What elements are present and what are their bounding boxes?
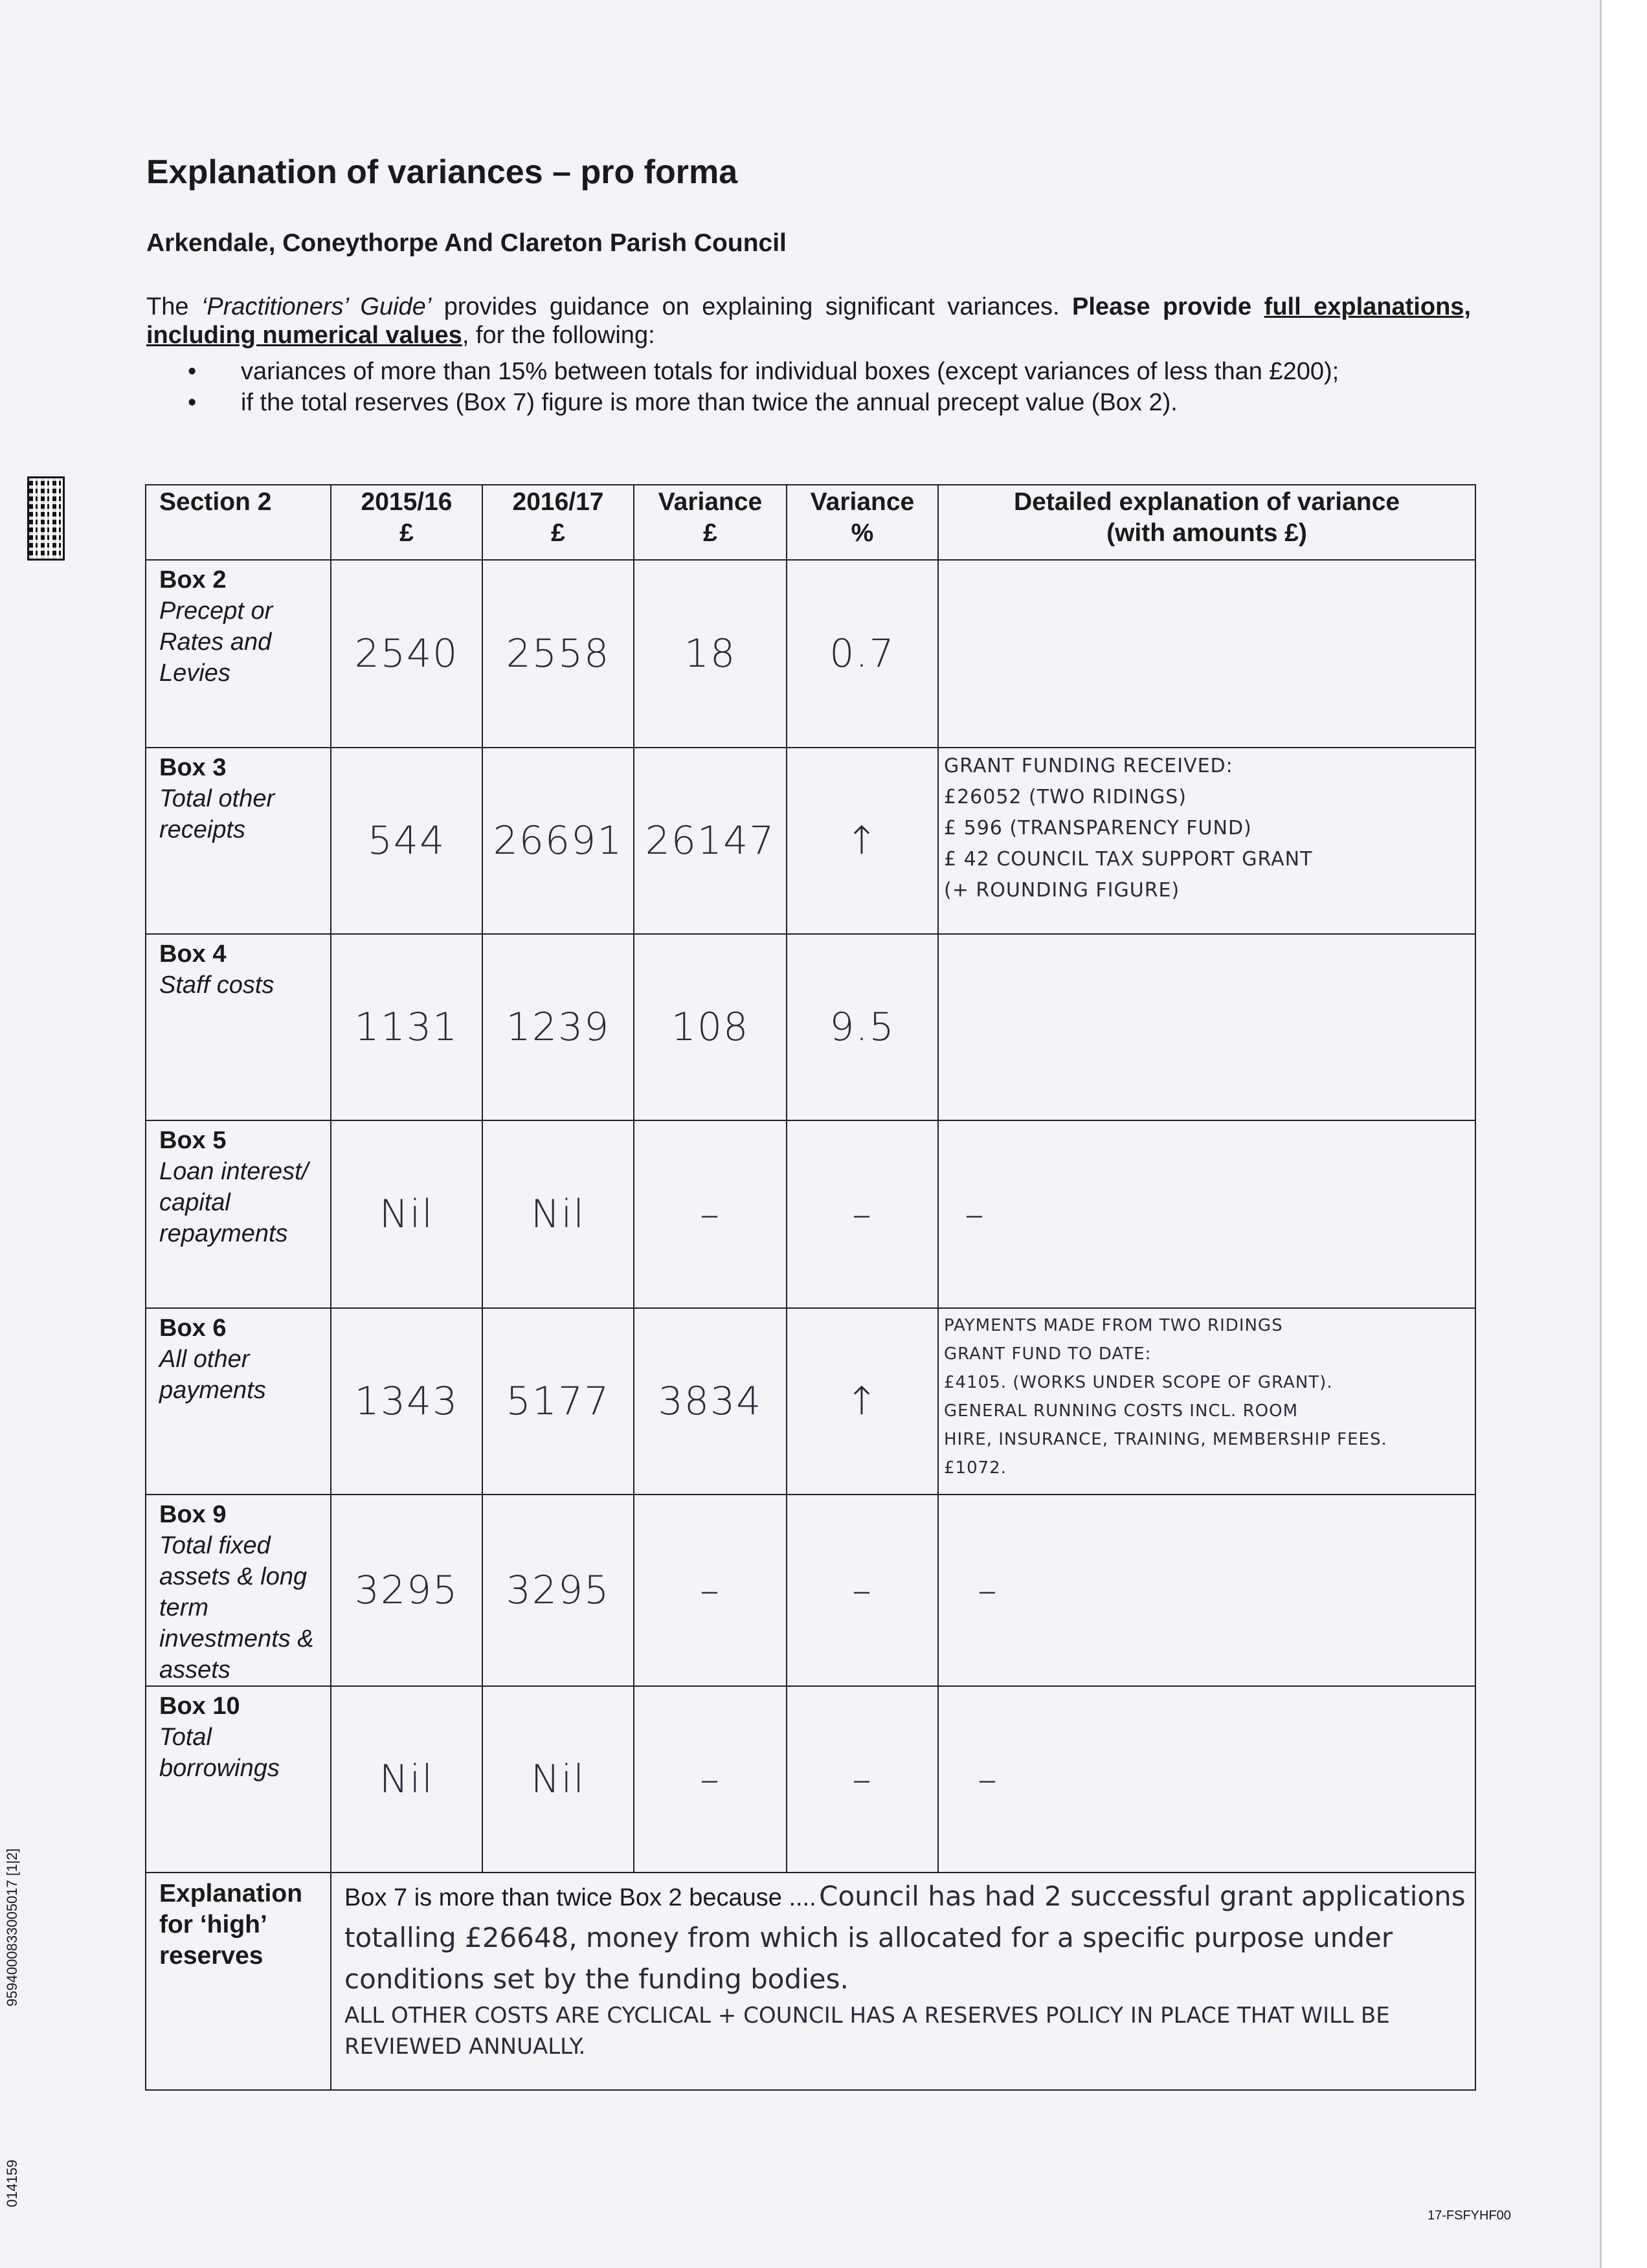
intro-text: The: [146, 293, 201, 320]
list-item: • variances of more than 15% between totals for individual boxes (except variances of less than £200);: [188, 356, 1339, 387]
detail-cell: [938, 748, 1475, 934]
detail-line: £4105. (WORKS UNDER SCOPE OF GRANT).: [944, 1373, 1333, 1392]
detail-line: (+ ROUNDING FIGURE): [944, 879, 1180, 902]
value-variance: –: [634, 1686, 787, 1873]
reserves-prefix: Box 7 is more than twice Box 2 because ....: [344, 1884, 816, 1911]
header-section: Section 2: [146, 485, 331, 560]
value-variance: 26147: [634, 748, 787, 934]
header-2016-17: 2016/17 £: [482, 485, 634, 560]
value-2015-16: 3295: [331, 1495, 482, 1686]
value-2015-16: 2540: [331, 560, 482, 748]
value-2016-17: 2558: [482, 560, 634, 748]
table-row: [146, 1495, 1475, 1686]
intro-paragraph: [146, 293, 1471, 350]
row-label: Box 10 Total borrowings: [146, 1686, 331, 1873]
barcode-icon: [27, 476, 65, 561]
footer-code: 17-FSFYHF00: [1428, 2208, 1511, 2223]
header-variance: Variance £: [634, 485, 787, 560]
value-variance-percent: ↑: [787, 1308, 938, 1495]
reserves-label: Explanation for ‘high’ reserves: [146, 1873, 331, 2090]
intro-text: , for the following:: [462, 322, 655, 349]
value-2016-17: 5177: [482, 1308, 634, 1495]
row-label: Box 3 Total other receipts: [146, 748, 331, 934]
detail-cell: –: [938, 1120, 1475, 1308]
margin-code: 014159: [4, 2159, 20, 2207]
guide-name: ‘Practitioners’ Guide’: [201, 293, 432, 320]
value-2015-16: 1343: [331, 1308, 482, 1495]
value-2016-17: Nil: [482, 1120, 634, 1308]
reserves-explanation: [331, 1873, 1475, 2090]
value-variance: 3834: [634, 1308, 787, 1495]
value-variance: –: [634, 1120, 787, 1308]
value-2015-16: Nil: [331, 1686, 482, 1873]
reserves-text: ALL OTHER COSTS ARE CYCLICAL + COUNCIL HAS A RESERVES POLICY IN PLACE THAT WILL BE REVIEWED ANNUALLY.: [344, 2003, 1390, 2060]
intro-bold: Please provide: [1072, 293, 1264, 320]
page-edge: [1600, 0, 1647, 2268]
value-2016-17: 1239: [482, 934, 634, 1120]
detail-cell: [938, 934, 1475, 1120]
table-row: [146, 1308, 1475, 1495]
value-2016-17: 3295: [482, 1495, 634, 1686]
council-name: Arkendale, Coneythorpe And Clareton Parish Council: [146, 229, 787, 257]
requirements-list: [188, 356, 1339, 418]
value-2016-17: 26691: [482, 748, 634, 934]
row-label: Box 4 Staff costs: [146, 934, 331, 1120]
reserves-text: Council has had 2 successful grant applications totalling £26648, money from which is allocated for a specific purpose under conditions set by the funding bodies.: [344, 1880, 1466, 1995]
row-label: Box 2 Precept or Rates and Levies: [146, 560, 331, 748]
detail-line: PAYMENTS MADE FROM TWO RIDINGS: [944, 1316, 1283, 1335]
intro-underlined: full explanations, including numerical values: [146, 293, 1471, 349]
detail-line: £ 596 (TRANSPARENCY FUND): [944, 817, 1252, 839]
detail-line: £26052 (TWO RIDINGS): [944, 786, 1187, 808]
value-variance-percent: –: [787, 1120, 938, 1308]
header-detail: Detailed explanation of variance (with amounts £): [938, 485, 1475, 560]
value-variance: –: [634, 1495, 787, 1686]
detail-cell: –: [938, 1686, 1475, 1873]
detail-cell: –: [938, 1495, 1475, 1686]
value-2015-16: Nil: [331, 1120, 482, 1308]
table-row: [146, 748, 1475, 934]
intro-text: provides guidance on explaining significant variances.: [431, 293, 1073, 320]
value-variance: 18: [634, 560, 787, 748]
detail-line: GENERAL RUNNING COSTS INCL. ROOM: [944, 1401, 1299, 1421]
detail-line: HIRE, INSURANCE, TRAINING, MEMBERSHIP FEES.: [944, 1430, 1387, 1449]
row-label: Box 9 Total fixed assets & long term investments & assets: [146, 1495, 331, 1686]
detail-line: GRANT FUNDING RECEIVED:: [944, 755, 1233, 777]
detail-cell: [938, 1308, 1475, 1495]
table-row: [146, 1120, 1475, 1308]
value-2015-16: 544: [331, 748, 482, 934]
detail-cell: [938, 560, 1475, 748]
header-2015-16: 2015/16 £: [331, 485, 482, 560]
table-header-row: [146, 485, 1475, 560]
table-row: [146, 1686, 1475, 1873]
margin-code: 9594000833005017 [1|2]: [4, 1848, 20, 2007]
table-row: [146, 560, 1475, 748]
variance-table: [145, 484, 1476, 2091]
value-variance-percent: –: [787, 1495, 938, 1686]
value-variance-percent: ↑: [787, 748, 938, 934]
list-item: • if the total reserves (Box 7) figure is more than twice the annual precept value (Box 2).: [188, 387, 1339, 418]
value-variance-percent: –: [787, 1686, 938, 1873]
page-title: Explanation of variances – pro forma: [146, 153, 738, 191]
value-2015-16: 1131: [331, 934, 482, 1120]
row-label: Box 5 Loan interest/ capital repayments: [146, 1120, 331, 1308]
row-label: Box 6 All other payments: [146, 1308, 331, 1495]
detail-line: £1072.: [944, 1458, 1007, 1478]
header-variance-percent: Variance %: [787, 485, 938, 560]
reserves-row: [146, 1873, 1475, 2090]
detail-line: £ 42 COUNCIL TAX SUPPORT GRANT: [944, 848, 1313, 871]
value-variance: 108: [634, 934, 787, 1120]
value-variance-percent: 0.7: [787, 560, 938, 748]
table-row: [146, 934, 1475, 1120]
detail-line: GRANT FUND TO DATE:: [944, 1344, 1152, 1364]
value-2016-17: Nil: [482, 1686, 634, 1873]
value-variance-percent: 9.5: [787, 934, 938, 1120]
